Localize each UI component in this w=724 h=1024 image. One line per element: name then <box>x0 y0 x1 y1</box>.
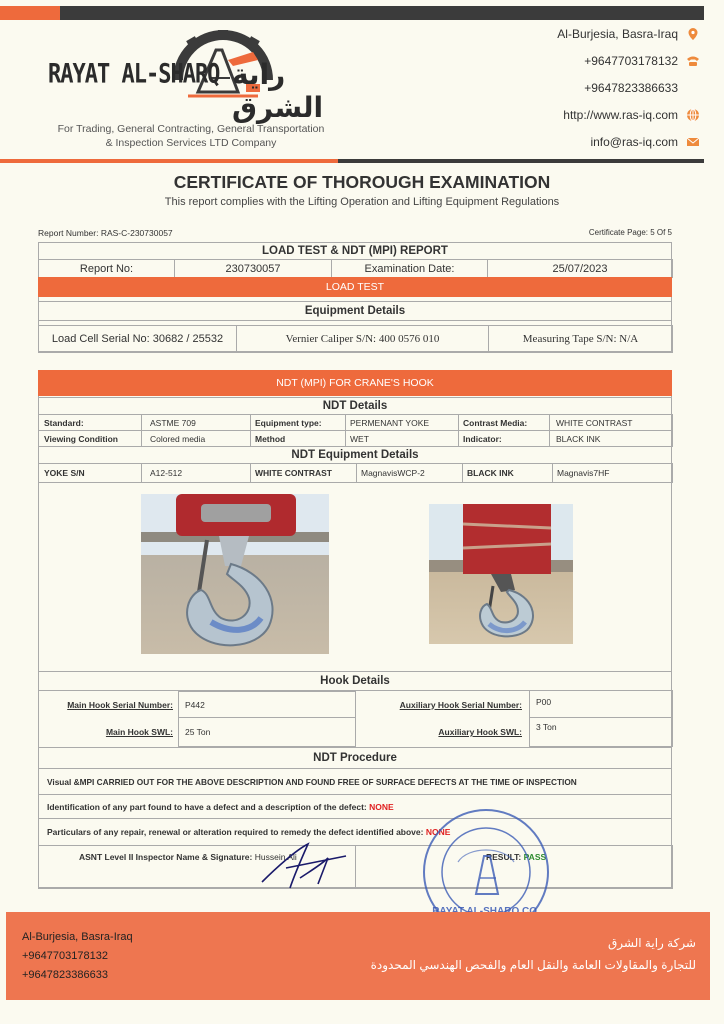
equipment-type-value: PERMENANT YOKE <box>345 414 459 431</box>
load-cell-serial: Load Cell Serial No: 30682 / 25532 <box>38 325 237 353</box>
contact-phone1[interactable]: +9647703178132 <box>470 47 700 74</box>
ndt-table <box>38 370 672 888</box>
logo-text-ar: راية الشرق <box>232 59 324 123</box>
footer <box>6 912 710 1000</box>
ndt-bar: NDT (MPI) FOR CRANE'S HOOK <box>38 370 672 396</box>
location-pin-icon <box>686 27 700 41</box>
aux-hook-swl-label: Auxiliary Hook SWL: <box>438 727 522 737</box>
contrast-media-label: Contrast Media: <box>458 414 550 431</box>
equipment-type-label: Equipment type: <box>250 414 346 431</box>
yoke-sn-label: YOKE S/N <box>38 463 142 483</box>
logo-subtitle: For Trading, General Contracting, General Transportation & Inspection Services LTD Company <box>57 123 325 149</box>
load-test-heading: LOAD TEST & NDT (MPI) REPORT <box>38 242 672 260</box>
repair-value: NONE <box>425 827 451 837</box>
vernier-caliper-serial: Vernier Caliper S/N: 400 0576 010 <box>236 325 489 353</box>
defect-label: Identification of any part found to have a defect and a description of the defect: <box>47 801 367 812</box>
black-ink-label: BLACK INK <box>462 463 553 483</box>
equipment-details-heading: Equipment Details <box>38 301 672 321</box>
auxiliary-hook-photo <box>429 504 573 644</box>
main-hook-swl-value: 25 Ton <box>178 717 356 747</box>
contact-phone2[interactable]: +9647823386633 <box>584 80 678 95</box>
contact-email[interactable]: info@ras-iq.com <box>470 128 700 155</box>
viewing-condition-value: Colored media <box>141 430 251 447</box>
aux-hook-swl-value: 3 Ton <box>529 717 673 747</box>
procedure-text: Visual &MPI CARRIED OUT FOR THE ABOVE DESCRIPTION AND FOUND FREE OF SURFACE DEFECTS AT THE TIME OF INSPECTION <box>38 768 672 795</box>
inspector-label: ASNT Level II Inspector Name & Signature: <box>79 852 253 862</box>
envelope-icon <box>686 135 700 149</box>
indicator-label: Indicator: <box>458 430 550 447</box>
method-value: WET <box>345 430 459 447</box>
hook-details-heading: Hook Details <box>38 671 672 691</box>
defect-value: NONE <box>369 801 394 812</box>
defect-row <box>38 794 672 819</box>
viewing-condition-label: Viewing Condition <box>38 430 142 447</box>
logo-text-en: RAYAT AL-SHARQ <box>48 59 220 90</box>
page-subtitle: This report complies with the Lifting Operation and Lifting Equipment Regulations <box>164 196 560 208</box>
yoke-sn-value: A12-512 <box>141 463 251 483</box>
contact-address: Al-Burjesia, Basra-Iraq <box>470 20 700 47</box>
white-contrast-value: MagnavisWCP-2 <box>356 463 463 483</box>
company-logo <box>40 30 340 155</box>
page-title: CERTIFICATE OF THOROUGH EXAMINATION <box>173 172 551 192</box>
contact-block <box>470 20 700 155</box>
footer-arabic: شركة راية الشرق للتجارة والمقاولات العامة والنقل العام والفحص الهندسي المحدودة <box>370 936 696 972</box>
main-hook-photo <box>141 494 329 654</box>
load-test-bar: LOAD TEST <box>38 277 672 297</box>
result-label: RESULT: <box>486 852 522 862</box>
method-label: Method <box>250 430 346 447</box>
header-separator <box>0 158 704 164</box>
telephone-icon <box>686 54 700 68</box>
report-no-label: Report No: <box>38 259 175 278</box>
footer-contact: Al-Burjesia, Basra-Iraq +9647703178132 +9647823386633 <box>22 931 133 981</box>
standard-label: Standard: <box>38 414 142 431</box>
standard-value: ASTME 709 <box>141 414 251 431</box>
exam-date-value: 25/07/2023 <box>487 259 673 278</box>
aux-hook-serial-value: P00 <box>529 690 673 718</box>
top-bar <box>0 0 724 22</box>
inspector-signature <box>256 838 356 894</box>
globe-icon <box>686 108 700 122</box>
exam-date-label: Examination Date: <box>331 259 488 278</box>
main-hook-serial-value: P442 <box>178 691 356 718</box>
report-no-value: 230730057 <box>174 259 332 278</box>
aux-hook-serial-label: Auxiliary Hook Serial Number: <box>399 699 522 710</box>
black-ink-value: Magnavis7HF <box>552 463 673 483</box>
measuring-tape-serial: Measuring Tape S/N: N/A <box>488 325 673 353</box>
load-test-table <box>38 242 672 352</box>
contact-web[interactable]: http://www.ras-iq.com <box>470 101 700 128</box>
inspector-name: Hussein Ali <box>254 852 297 862</box>
hook-photos-area <box>38 482 672 672</box>
result-value: PASS <box>523 852 547 862</box>
repair-label: Particulars of any repair, renewal or alteration required to remedy the defect identified above: <box>47 827 424 837</box>
white-contrast-label: WHITE CONTRAST <box>250 463 357 483</box>
contrast-media-value: WHITE CONTRAST <box>549 414 673 431</box>
ndt-procedure-heading: NDT Procedure <box>38 747 672 769</box>
ndt-details-heading: NDT Details <box>38 397 672 415</box>
certificate-page: Certificate Page: 5 Of 5 <box>588 228 672 237</box>
main-hook-serial-label: Main Hook Serial Number: <box>67 699 173 710</box>
report-number: Report Number: RAS-C-230730057 <box>38 228 173 238</box>
main-hook-swl-label: Main Hook SWL: <box>105 727 173 737</box>
indicator-value: BLACK INK <box>549 430 673 447</box>
ndt-equipment-heading: NDT Equipment Details <box>38 446 672 464</box>
